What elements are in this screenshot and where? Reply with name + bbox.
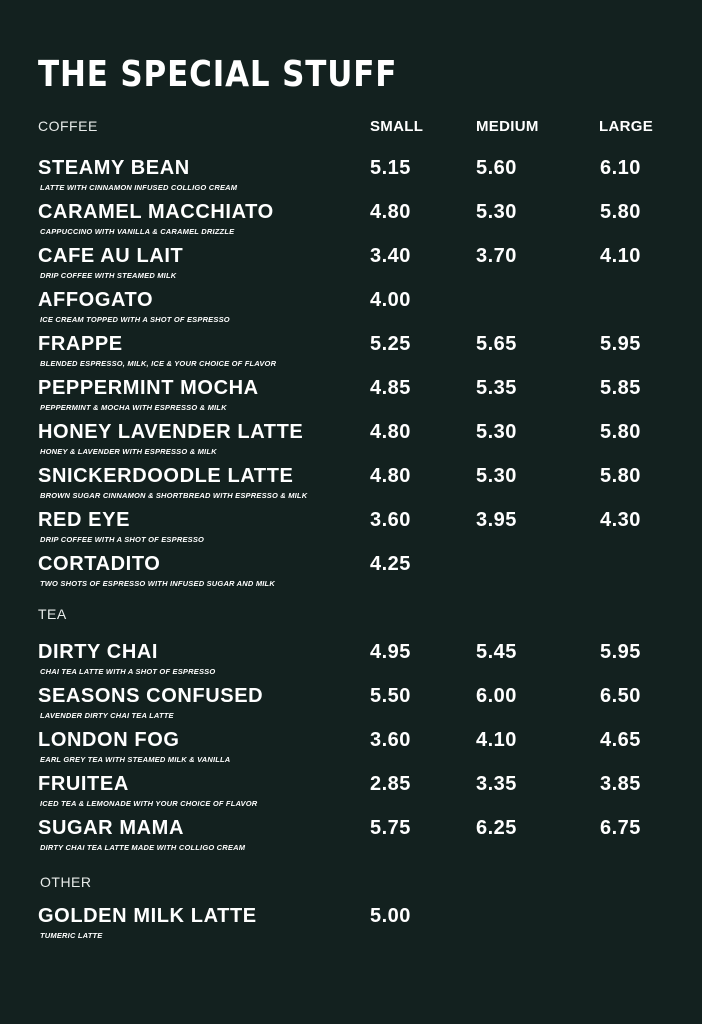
price-medium: 5.45	[476, 641, 517, 663]
price-large: 4.65	[600, 729, 641, 751]
page-title: THE SPECIAL STUFF	[38, 54, 398, 95]
item-name: FRAPPE	[38, 333, 123, 355]
price-small: 5.25	[370, 333, 411, 355]
item-description: CAPPUCCINO WITH VANILLA & CARAMEL DRIZZLE	[40, 227, 235, 236]
item-description: CHAI TEA LATTE WITH A SHOT OF ESPRESSO	[40, 667, 216, 676]
price-large: 5.95	[600, 641, 641, 663]
item-description: DRIP COFFEE WITH A SHOT OF ESPRESSO	[40, 535, 205, 544]
price-large: 5.95	[600, 333, 641, 355]
price-small: 4.80	[370, 421, 411, 443]
price-medium: 4.10	[476, 729, 517, 751]
price-large: 3.85	[600, 773, 641, 795]
price-small: 4.80	[370, 201, 411, 223]
item-name: RED EYE	[38, 509, 131, 531]
price-large: 6.10	[600, 157, 641, 179]
price-small: 5.15	[370, 157, 411, 179]
item-name: FRUITEA	[38, 773, 129, 795]
price-large: 6.75	[600, 817, 641, 839]
price-medium: 5.60	[476, 157, 517, 179]
price-medium: 6.00	[476, 685, 517, 707]
item-name: LONDON FOG	[38, 729, 180, 751]
price-small: 4.85	[370, 377, 411, 399]
price-large: 5.85	[600, 377, 641, 399]
item-name: CAFE AU LAIT	[38, 245, 184, 267]
item-name: DIRTY CHAI	[38, 641, 159, 663]
price-large: 5.80	[600, 421, 641, 443]
section-label-tea: TEA	[38, 606, 67, 622]
price-small: 3.60	[370, 509, 411, 531]
item-description: ICED TEA & LEMONADE WITH YOUR CHOICE OF FLAVOR	[40, 799, 258, 808]
item-name: HONEY LAVENDER LATTE	[38, 421, 304, 443]
price-medium: 3.70	[476, 245, 517, 267]
price-medium: 3.35	[476, 773, 517, 795]
item-name: SUGAR MAMA	[38, 817, 184, 839]
price-small: 4.00	[370, 289, 411, 311]
item-name: GOLDEN MILK LATTE	[38, 905, 257, 927]
price-small: 4.25	[370, 553, 411, 575]
item-description: BROWN SUGAR CINNAMON & SHORTBREAD WITH ESPRESSO & MILK	[40, 491, 308, 500]
price-medium: 5.30	[476, 201, 517, 223]
item-name: CARAMEL MACCHIATO	[38, 201, 274, 223]
price-small: 4.80	[370, 465, 411, 487]
column-header-large: LARGE	[599, 118, 653, 135]
price-small: 4.95	[370, 641, 411, 663]
column-header-small: SMALL	[370, 118, 424, 135]
item-description: LAVENDER DIRTY CHAI TEA LATTE	[40, 711, 174, 720]
item-name: SNICKERDOODLE LATTE	[38, 465, 294, 487]
item-name: CORTADITO	[38, 553, 161, 575]
price-small: 5.50	[370, 685, 411, 707]
price-large: 4.30	[600, 509, 641, 531]
price-small: 2.85	[370, 773, 411, 795]
item-description: DRIP COFFEE WITH STEAMED MILK	[40, 271, 177, 280]
item-description: BLENDED ESPRESSO, MILK, ICE & YOUR CHOICE OF FLAVOR	[40, 359, 277, 368]
section-label-coffee: COFFEE	[38, 118, 98, 134]
item-description: DIRTY CHAI TEA LATTE MADE WITH COLLIGO CREAM	[40, 843, 246, 852]
price-medium: 6.25	[476, 817, 517, 839]
price-large: 5.80	[600, 465, 641, 487]
price-medium: 5.65	[476, 333, 517, 355]
price-medium: 5.35	[476, 377, 517, 399]
item-description: ICE CREAM TOPPED WITH A SHOT OF ESPRESSO	[40, 315, 230, 324]
item-description: TWO SHOTS OF ESPRESSO WITH INFUSED SUGAR AND MILK	[40, 579, 275, 588]
price-small: 5.00	[370, 905, 411, 927]
item-description: LATTE WITH CINNAMON INFUSED COLLIGO CREAM	[40, 183, 238, 192]
item-name: SEASONS CONFUSED	[38, 685, 264, 707]
price-small: 3.60	[370, 729, 411, 751]
column-header-medium: MEDIUM	[476, 118, 539, 135]
price-large: 4.10	[600, 245, 641, 267]
price-small: 3.40	[370, 245, 411, 267]
item-description: PEPPERMINT & MOCHA WITH ESPRESSO & MILK	[40, 403, 227, 412]
price-large: 6.50	[600, 685, 641, 707]
price-medium: 5.30	[476, 421, 517, 443]
item-description: EARL GREY TEA WITH STEAMED MILK & VANILLA	[40, 755, 231, 764]
item-name: AFFOGATO	[38, 289, 154, 311]
item-name: PEPPERMINT MOCHA	[38, 377, 259, 399]
price-small: 5.75	[370, 817, 411, 839]
section-label-other: OTHER	[40, 874, 92, 890]
price-large: 5.80	[600, 201, 641, 223]
item-description: HONEY & LAVENDER WITH ESPRESSO & MILK	[40, 447, 217, 456]
price-medium: 5.30	[476, 465, 517, 487]
price-medium: 3.95	[476, 509, 517, 531]
item-name: STEAMY BEAN	[38, 157, 190, 179]
item-description: TUMERIC LATTE	[40, 931, 103, 940]
